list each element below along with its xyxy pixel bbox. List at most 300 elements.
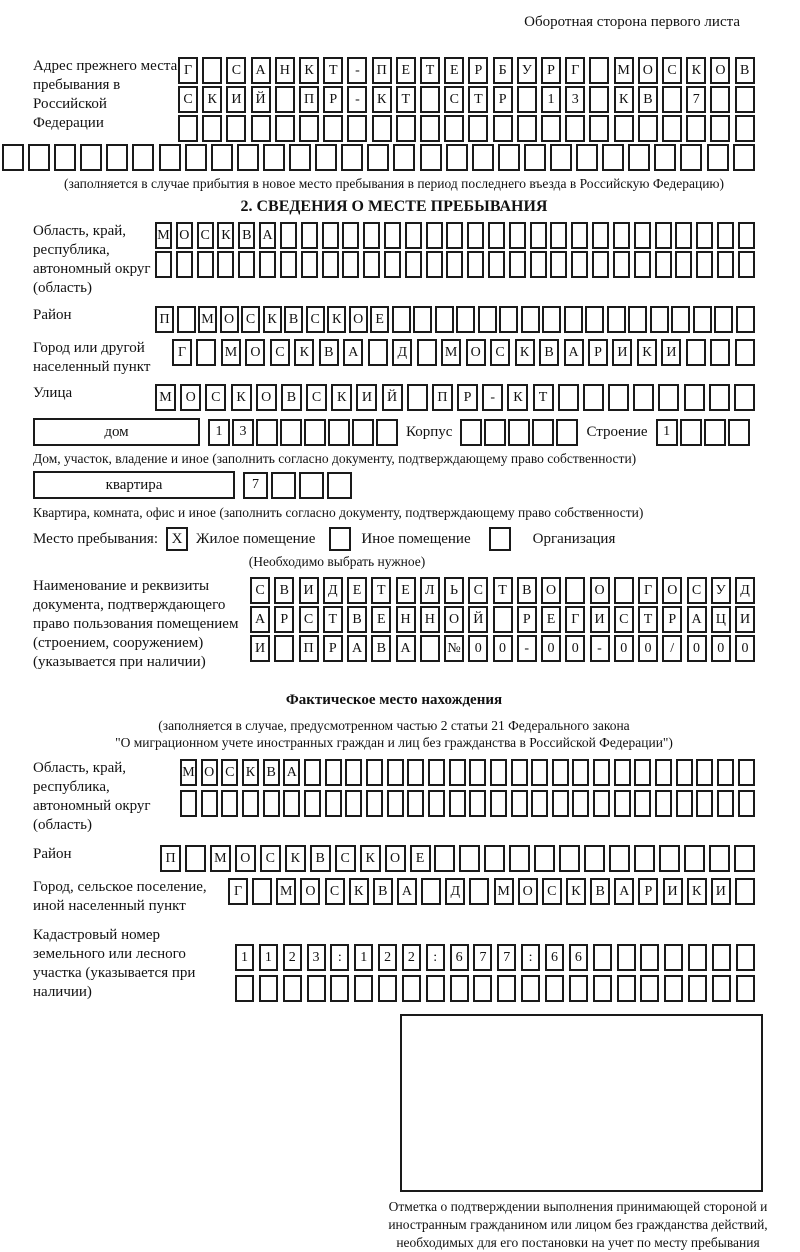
char-box[interactable]: Г: [638, 577, 658, 604]
char-box[interactable]: -: [482, 384, 503, 411]
char-box[interactable]: [633, 384, 654, 411]
char-box[interactable]: [541, 115, 561, 142]
char-box[interactable]: [585, 306, 604, 333]
char-box[interactable]: [640, 944, 659, 971]
char-box[interactable]: [542, 306, 561, 333]
char-box[interactable]: [421, 878, 441, 905]
char-box[interactable]: [242, 790, 259, 817]
char-box[interactable]: [734, 384, 755, 411]
char-box[interactable]: [106, 144, 128, 171]
char-box[interactable]: [589, 86, 609, 113]
char-box[interactable]: [593, 790, 610, 817]
char-box[interactable]: [299, 115, 319, 142]
char-box[interactable]: С: [205, 384, 226, 411]
char-box[interactable]: К: [349, 878, 369, 905]
char-box[interactable]: К: [614, 86, 634, 113]
char-box[interactable]: [576, 144, 598, 171]
char-box[interactable]: [435, 306, 454, 333]
char-box[interactable]: [531, 759, 548, 786]
char-box[interactable]: К: [686, 57, 706, 84]
char-box[interactable]: [407, 384, 428, 411]
char-box[interactable]: С: [542, 878, 562, 905]
char-box[interactable]: Т: [420, 57, 440, 84]
char-box[interactable]: [472, 144, 494, 171]
char-box[interactable]: О: [180, 384, 201, 411]
char-box[interactable]: [509, 251, 526, 278]
char-box[interactable]: [662, 115, 682, 142]
char-box[interactable]: -: [347, 86, 367, 113]
char-box[interactable]: [176, 251, 193, 278]
char-box[interactable]: К: [217, 222, 234, 249]
checkbox-residential[interactable]: X: [166, 527, 188, 551]
char-box[interactable]: 1: [541, 86, 561, 113]
char-box[interactable]: [709, 845, 730, 872]
char-box[interactable]: [469, 878, 489, 905]
char-box[interactable]: [696, 790, 713, 817]
char-box[interactable]: [342, 251, 359, 278]
char-box[interactable]: А: [397, 878, 417, 905]
char-box[interactable]: [593, 975, 612, 1002]
char-box[interactable]: П: [299, 86, 319, 113]
char-box[interactable]: 0: [687, 635, 707, 662]
char-box[interactable]: О: [590, 577, 610, 604]
char-box[interactable]: [717, 759, 734, 786]
char-box[interactable]: [684, 384, 705, 411]
char-box[interactable]: [407, 790, 424, 817]
char-box[interactable]: [710, 115, 730, 142]
char-box[interactable]: К: [242, 759, 259, 786]
char-box[interactable]: 6: [569, 944, 588, 971]
char-box[interactable]: Т: [396, 86, 416, 113]
char-box[interactable]: Р: [638, 878, 658, 905]
char-box[interactable]: [226, 115, 246, 142]
char-box[interactable]: -: [590, 635, 610, 662]
char-box[interactable]: [366, 790, 383, 817]
char-box[interactable]: Р: [457, 384, 478, 411]
char-box[interactable]: [405, 251, 422, 278]
char-box[interactable]: [352, 419, 374, 446]
char-box[interactable]: [614, 115, 634, 142]
char-box[interactable]: [235, 975, 254, 1002]
char-box[interactable]: Т: [468, 86, 488, 113]
char-box[interactable]: [498, 144, 520, 171]
char-box[interactable]: [426, 975, 445, 1002]
char-box[interactable]: А: [283, 759, 300, 786]
char-box[interactable]: [217, 251, 234, 278]
char-box[interactable]: [426, 251, 443, 278]
char-box[interactable]: С: [270, 339, 290, 366]
char-box[interactable]: М: [180, 759, 197, 786]
char-box[interactable]: [592, 222, 609, 249]
char-box[interactable]: [315, 144, 337, 171]
char-box[interactable]: [717, 790, 734, 817]
char-box[interactable]: М: [494, 878, 514, 905]
char-box[interactable]: В: [590, 878, 610, 905]
char-box[interactable]: [304, 759, 321, 786]
char-box[interactable]: [680, 144, 702, 171]
char-box[interactable]: [572, 759, 589, 786]
char-box[interactable]: [211, 144, 233, 171]
char-box[interactable]: Р: [323, 86, 343, 113]
char-box[interactable]: [275, 86, 295, 113]
char-box[interactable]: Д: [392, 339, 412, 366]
char-box[interactable]: [180, 790, 197, 817]
char-box[interactable]: [614, 577, 634, 604]
char-box[interactable]: А: [614, 878, 634, 905]
char-box[interactable]: [446, 222, 463, 249]
char-box[interactable]: [738, 222, 755, 249]
char-box[interactable]: [707, 144, 729, 171]
char-box[interactable]: С: [250, 577, 270, 604]
char-box[interactable]: [675, 251, 692, 278]
char-box[interactable]: [638, 115, 658, 142]
char-box[interactable]: Р: [468, 57, 488, 84]
char-box[interactable]: [299, 472, 324, 499]
char-box[interactable]: [201, 790, 218, 817]
char-box[interactable]: [275, 115, 295, 142]
char-box[interactable]: 6: [450, 944, 469, 971]
char-box[interactable]: М: [155, 384, 176, 411]
char-box[interactable]: П: [299, 635, 319, 662]
char-box[interactable]: [662, 86, 682, 113]
house-type-box[interactable]: дом: [33, 418, 200, 446]
char-box[interactable]: С: [335, 845, 356, 872]
char-box[interactable]: 2: [402, 944, 421, 971]
char-box[interactable]: [384, 222, 401, 249]
char-box[interactable]: [714, 306, 733, 333]
char-box[interactable]: Р: [274, 606, 294, 633]
char-box[interactable]: Е: [370, 306, 389, 333]
char-box[interactable]: [341, 144, 363, 171]
char-box[interactable]: С: [299, 606, 319, 633]
char-box[interactable]: [717, 251, 734, 278]
char-box[interactable]: М: [198, 306, 217, 333]
char-box[interactable]: [185, 144, 207, 171]
char-box[interactable]: М: [221, 339, 241, 366]
char-box[interactable]: В: [310, 845, 331, 872]
char-box[interactable]: А: [687, 606, 707, 633]
char-box[interactable]: К: [507, 384, 528, 411]
char-box[interactable]: С: [468, 577, 488, 604]
char-box[interactable]: [569, 975, 588, 1002]
char-box[interactable]: 1: [354, 944, 373, 971]
char-box[interactable]: А: [251, 57, 271, 84]
char-box[interactable]: [252, 878, 272, 905]
char-box[interactable]: -: [517, 635, 537, 662]
char-box[interactable]: [396, 115, 416, 142]
char-box[interactable]: [363, 222, 380, 249]
char-box[interactable]: [655, 790, 672, 817]
char-box[interactable]: [650, 306, 669, 333]
char-box[interactable]: А: [396, 635, 416, 662]
char-box[interactable]: [545, 975, 564, 1002]
char-box[interactable]: Д: [735, 577, 755, 604]
char-box[interactable]: [497, 975, 516, 1002]
char-box[interactable]: Р: [588, 339, 608, 366]
char-box[interactable]: [658, 384, 679, 411]
char-box[interactable]: [517, 115, 537, 142]
char-box[interactable]: [283, 975, 302, 1002]
char-box[interactable]: [426, 222, 443, 249]
char-box[interactable]: [202, 115, 222, 142]
char-box[interactable]: [614, 790, 631, 817]
char-box[interactable]: О: [638, 57, 658, 84]
char-box[interactable]: К: [515, 339, 535, 366]
char-box[interactable]: [559, 845, 580, 872]
char-box[interactable]: Й: [251, 86, 271, 113]
char-box[interactable]: И: [711, 878, 731, 905]
char-box[interactable]: Е: [410, 845, 431, 872]
char-box[interactable]: [509, 222, 526, 249]
char-box[interactable]: С: [490, 339, 510, 366]
char-box[interactable]: [608, 384, 629, 411]
char-box[interactable]: [372, 115, 392, 142]
char-box[interactable]: [728, 419, 750, 446]
char-box[interactable]: 1: [259, 944, 278, 971]
char-box[interactable]: [325, 790, 342, 817]
char-box[interactable]: [617, 944, 636, 971]
char-box[interactable]: Т: [533, 384, 554, 411]
char-box[interactable]: 7: [473, 944, 492, 971]
char-box[interactable]: В: [371, 635, 391, 662]
char-box[interactable]: О: [385, 845, 406, 872]
char-box[interactable]: -: [347, 57, 367, 84]
char-box[interactable]: [589, 115, 609, 142]
char-box[interactable]: Е: [444, 57, 464, 84]
char-box[interactable]: [530, 222, 547, 249]
char-box[interactable]: 0: [614, 635, 634, 662]
char-box[interactable]: [736, 975, 755, 1002]
char-box[interactable]: Т: [371, 577, 391, 604]
char-box[interactable]: [446, 144, 468, 171]
char-box[interactable]: П: [155, 306, 174, 333]
char-box[interactable]: [571, 251, 588, 278]
char-box[interactable]: А: [250, 606, 270, 633]
char-box[interactable]: В: [284, 306, 303, 333]
char-box[interactable]: О: [300, 878, 320, 905]
char-box[interactable]: [735, 878, 755, 905]
char-box[interactable]: [177, 306, 196, 333]
char-box[interactable]: И: [356, 384, 377, 411]
char-box[interactable]: О: [245, 339, 265, 366]
char-box[interactable]: [671, 306, 690, 333]
char-box[interactable]: И: [735, 606, 755, 633]
char-box[interactable]: [709, 384, 730, 411]
char-box[interactable]: [614, 759, 631, 786]
char-box[interactable]: К: [202, 86, 222, 113]
char-box[interactable]: [263, 144, 285, 171]
char-box[interactable]: [251, 115, 271, 142]
char-box[interactable]: Т: [323, 606, 343, 633]
char-box[interactable]: [283, 790, 300, 817]
apartment-type-box[interactable]: квартира: [33, 471, 235, 499]
char-box[interactable]: [468, 115, 488, 142]
char-box[interactable]: [488, 251, 505, 278]
char-box[interactable]: О: [466, 339, 486, 366]
char-box[interactable]: [655, 222, 672, 249]
char-box[interactable]: Т: [638, 606, 658, 633]
char-box[interactable]: С: [178, 86, 198, 113]
char-box[interactable]: И: [663, 878, 683, 905]
char-box[interactable]: [550, 251, 567, 278]
char-box[interactable]: [710, 339, 730, 366]
char-box[interactable]: [634, 251, 651, 278]
char-box[interactable]: [552, 759, 569, 786]
char-box[interactable]: С: [662, 57, 682, 84]
char-box[interactable]: М: [155, 222, 172, 249]
char-box[interactable]: [564, 306, 583, 333]
char-box[interactable]: [322, 251, 339, 278]
char-box[interactable]: [304, 790, 321, 817]
char-box[interactable]: Ь: [444, 577, 464, 604]
char-box[interactable]: В: [347, 606, 367, 633]
char-box[interactable]: [655, 251, 672, 278]
char-box[interactable]: О: [518, 878, 538, 905]
char-box[interactable]: [392, 306, 411, 333]
char-box[interactable]: Т: [493, 577, 513, 604]
char-box[interactable]: [202, 57, 222, 84]
char-box[interactable]: [593, 759, 610, 786]
char-box[interactable]: И: [661, 339, 681, 366]
char-box[interactable]: [664, 975, 683, 1002]
char-box[interactable]: Г: [565, 57, 585, 84]
char-box[interactable]: [628, 144, 650, 171]
char-box[interactable]: [676, 790, 693, 817]
char-box[interactable]: [467, 222, 484, 249]
char-box[interactable]: О: [235, 845, 256, 872]
char-box[interactable]: У: [711, 577, 731, 604]
char-box[interactable]: [259, 251, 276, 278]
char-box[interactable]: [565, 577, 585, 604]
char-box[interactable]: [521, 306, 540, 333]
char-box[interactable]: Д: [445, 878, 465, 905]
char-box[interactable]: У: [517, 57, 537, 84]
char-box[interactable]: [159, 144, 181, 171]
char-box[interactable]: [304, 419, 326, 446]
char-box[interactable]: [307, 975, 326, 1002]
char-box[interactable]: О: [541, 577, 561, 604]
char-box[interactable]: О: [220, 306, 239, 333]
char-box[interactable]: [617, 975, 636, 1002]
char-box[interactable]: [420, 635, 440, 662]
char-box[interactable]: 2: [378, 944, 397, 971]
char-box[interactable]: [420, 115, 440, 142]
char-box[interactable]: [178, 115, 198, 142]
char-box[interactable]: О: [444, 606, 464, 633]
char-box[interactable]: К: [263, 306, 282, 333]
char-box[interactable]: Л: [420, 577, 440, 604]
char-box[interactable]: 1: [235, 944, 254, 971]
char-box[interactable]: О: [176, 222, 193, 249]
char-box[interactable]: [271, 472, 296, 499]
char-box[interactable]: [237, 144, 259, 171]
char-box[interactable]: [155, 251, 172, 278]
char-box[interactable]: Р: [662, 606, 682, 633]
char-box[interactable]: [499, 306, 518, 333]
char-box[interactable]: [556, 419, 578, 446]
char-box[interactable]: [634, 790, 651, 817]
char-box[interactable]: [301, 222, 318, 249]
char-box[interactable]: Е: [541, 606, 561, 633]
char-box[interactable]: [634, 845, 655, 872]
char-box[interactable]: [345, 790, 362, 817]
char-box[interactable]: К: [327, 306, 346, 333]
char-box[interactable]: С: [325, 878, 345, 905]
char-box[interactable]: [676, 759, 693, 786]
char-box[interactable]: Р: [493, 86, 513, 113]
char-box[interactable]: [280, 222, 297, 249]
char-box[interactable]: К: [331, 384, 352, 411]
char-box[interactable]: [280, 251, 297, 278]
char-box[interactable]: [478, 306, 497, 333]
char-box[interactable]: С: [241, 306, 260, 333]
char-box[interactable]: [717, 222, 734, 249]
char-box[interactable]: К: [299, 57, 319, 84]
char-box[interactable]: В: [638, 86, 658, 113]
char-box[interactable]: [456, 306, 475, 333]
char-box[interactable]: [368, 339, 388, 366]
char-box[interactable]: [469, 790, 486, 817]
char-box[interactable]: [517, 86, 537, 113]
char-box[interactable]: [490, 759, 507, 786]
char-box[interactable]: Т: [323, 57, 343, 84]
char-box[interactable]: [417, 339, 437, 366]
char-box[interactable]: К: [231, 384, 252, 411]
char-box[interactable]: [696, 222, 713, 249]
char-box[interactable]: [628, 306, 647, 333]
char-box[interactable]: А: [343, 339, 363, 366]
char-box[interactable]: [565, 115, 585, 142]
char-box[interactable]: В: [281, 384, 302, 411]
char-box[interactable]: О: [349, 306, 368, 333]
char-box[interactable]: И: [226, 86, 246, 113]
char-box[interactable]: В: [274, 577, 294, 604]
char-box[interactable]: [407, 759, 424, 786]
char-box[interactable]: [609, 845, 630, 872]
char-box[interactable]: [593, 944, 612, 971]
char-box[interactable]: [571, 222, 588, 249]
char-box[interactable]: В: [735, 57, 755, 84]
char-box[interactable]: [675, 222, 692, 249]
char-box[interactable]: [420, 144, 442, 171]
char-box[interactable]: [274, 635, 294, 662]
char-box[interactable]: К: [294, 339, 314, 366]
char-box[interactable]: И: [250, 635, 270, 662]
char-box[interactable]: [712, 975, 731, 1002]
char-box[interactable]: [2, 144, 24, 171]
char-box[interactable]: Г: [565, 606, 585, 633]
char-box[interactable]: [704, 419, 726, 446]
char-box[interactable]: [493, 606, 513, 633]
char-box[interactable]: [80, 144, 102, 171]
char-box[interactable]: 3: [232, 419, 254, 446]
char-box[interactable]: А: [564, 339, 584, 366]
char-box[interactable]: 0: [565, 635, 585, 662]
char-box[interactable]: [384, 251, 401, 278]
char-box[interactable]: [686, 339, 706, 366]
char-box[interactable]: [460, 419, 482, 446]
char-box[interactable]: 0: [468, 635, 488, 662]
char-box[interactable]: В: [263, 759, 280, 786]
char-box[interactable]: [342, 222, 359, 249]
char-box[interactable]: Р: [323, 635, 343, 662]
char-box[interactable]: И: [590, 606, 610, 633]
char-box[interactable]: О: [662, 577, 682, 604]
char-box[interactable]: [640, 975, 659, 1002]
char-box[interactable]: [327, 472, 352, 499]
char-box[interactable]: [196, 339, 216, 366]
char-box[interactable]: В: [517, 577, 537, 604]
